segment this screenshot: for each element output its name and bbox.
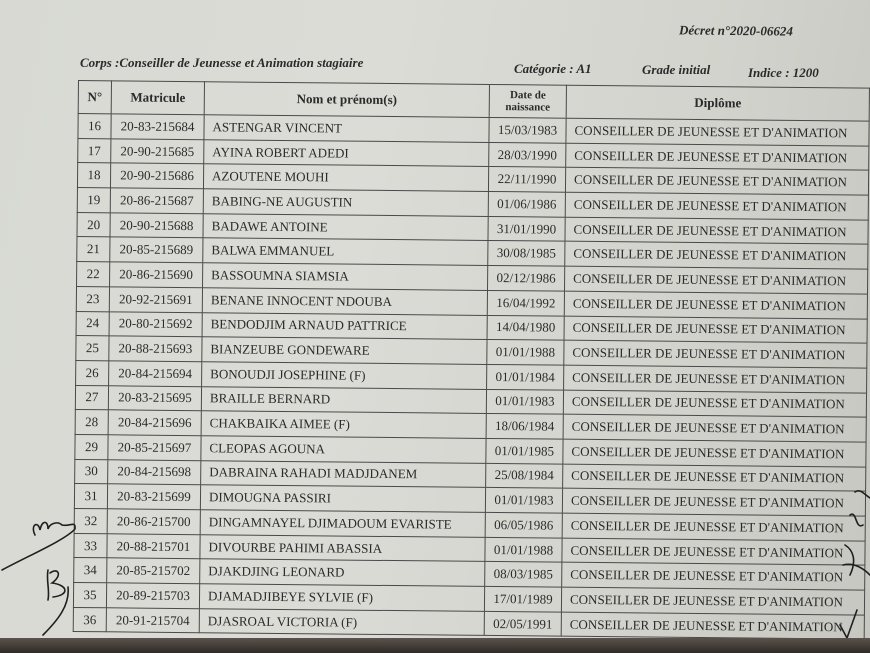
cell-diplome: CONSEILLER DE JEUNESSE ET D'ANIMATION xyxy=(561,587,864,615)
cell-no: 29 xyxy=(75,434,108,459)
cell-date: 16/04/1992 xyxy=(487,290,564,315)
cell-date: 25/08/1984 xyxy=(486,463,563,488)
cell-no: 32 xyxy=(74,508,107,533)
categorie-label: Catégorie : A1 xyxy=(514,61,592,76)
header-date xyxy=(489,84,566,118)
cell-no: 22 xyxy=(77,262,110,287)
cell-diplome: CONSEILLER DE JEUNESSE ET D'ANIMATION xyxy=(565,242,868,270)
cell-date: 01/06/1986 xyxy=(488,192,565,217)
corps-label: Corps :Conseiller de Jeunesse et Animation stagiaire xyxy=(80,55,364,70)
cell-date: 31/01/1990 xyxy=(488,216,565,241)
cell-matricule: 20-83-215695 xyxy=(108,385,201,411)
signature-left-bottom-icon xyxy=(38,565,98,640)
cell-nom: BRAILLE BERNARD xyxy=(201,386,486,413)
cell-diplome: CONSEILLER DE JEUNESSE ET D'ANIMATION xyxy=(563,439,866,467)
cell-no: 26 xyxy=(76,360,109,385)
cell-diplome: CONSEILLER DE JEUNESSE ET D'ANIMATION xyxy=(562,538,865,566)
cell-matricule: 20-85-215697 xyxy=(108,435,201,461)
cell-no: 18 xyxy=(77,163,110,188)
cell-nom: CHAKBAIKA AIMEE (F) xyxy=(201,411,486,438)
cell-nom: BABING-NE AUGUSTIN xyxy=(203,189,488,216)
cell-matricule: 20-86-215700 xyxy=(107,509,200,535)
cell-matricule: 20-80-215692 xyxy=(109,311,202,337)
cell-no: 21 xyxy=(77,237,110,262)
cell-nom: DJASROAL VICTORIA (F) xyxy=(199,608,484,635)
cell-date: 15/03/1983 xyxy=(489,117,566,142)
header-diplome: Diplôme xyxy=(566,85,869,121)
cell-matricule: 20-90-215685 xyxy=(111,139,204,165)
background-edge xyxy=(0,638,870,653)
cell-diplome: CONSEILLER DE JEUNESSE ET D'ANIMATION xyxy=(564,340,867,368)
header-no: N° xyxy=(78,81,111,114)
cell-matricule: 20-88-215693 xyxy=(109,336,202,362)
cell-nom: BENDODJIM ARNAUD PATTRICE xyxy=(202,312,487,339)
cell-no: 33 xyxy=(74,533,107,558)
cell-diplome: CONSEILLER DE JEUNESSE ET D'ANIMATION xyxy=(566,143,869,171)
cell-diplome: CONSEILLER DE JEUNESSE ET D'ANIMATION xyxy=(562,563,865,591)
cell-date: 01/01/1985 xyxy=(486,438,563,463)
cell-nom: BIANZEUBE GONDEWARE xyxy=(202,337,487,364)
cell-no: 31 xyxy=(74,484,107,509)
cell-no: 17 xyxy=(78,138,111,163)
cell-nom: DJAMADJIBEYE SYLVIE (F) xyxy=(199,584,484,611)
cell-date: 06/05/1986 xyxy=(485,512,562,537)
cell-diplome: CONSEILLER DE JEUNESSE ET D'ANIMATION xyxy=(565,192,868,220)
cell-date: 18/06/1984 xyxy=(486,414,563,439)
cell-diplome: CONSEILLER DE JEUNESSE ET D'ANIMATION xyxy=(564,316,867,344)
table-body xyxy=(73,114,869,640)
cell-date: 01/01/1988 xyxy=(487,340,564,365)
cell-matricule: 20-84-215698 xyxy=(108,459,201,485)
table-container xyxy=(73,80,870,640)
cell-no: 28 xyxy=(75,410,108,435)
cell-diplome: CONSEILLER DE JEUNESSE ET D'ANIMATION xyxy=(562,513,865,541)
signature-right-icon xyxy=(835,480,870,640)
cell-matricule: 20-84-215694 xyxy=(109,361,202,387)
cell-date: 01/01/1988 xyxy=(485,537,562,562)
cell-nom: DJAKDJING LEONARD xyxy=(200,559,485,586)
header-matricule: Matricule xyxy=(111,81,204,115)
cell-date: 01/01/1983 xyxy=(486,389,563,414)
cell-diplome: CONSEILLER DE JEUNESSE ET D'ANIMATION xyxy=(563,390,866,418)
cell-diplome: CONSEILLER DE JEUNESSE ET D'ANIMATION xyxy=(564,266,867,294)
cell-nom: AYINA ROBERT ADEDI xyxy=(204,139,489,166)
cell-nom: CLEOPAS AGOUNA xyxy=(201,436,486,463)
cell-no: 36 xyxy=(73,607,106,632)
cell-date: 17/01/1989 xyxy=(484,586,561,611)
cell-diplome: CONSEILLER DE JEUNESSE ET D'ANIMATION xyxy=(563,414,866,442)
cell-diplome: CONSEILLER DE JEUNESSE ET D'ANIMATION xyxy=(564,291,867,319)
cell-matricule: 20-88-215701 xyxy=(107,533,200,559)
cell-diplome: CONSEILLER DE JEUNESSE ET D'ANIMATION xyxy=(565,168,868,196)
cell-nom: DIVOURBE PAHIMI ABASSIA xyxy=(200,534,485,561)
cell-matricule: 20-86-215690 xyxy=(110,262,203,288)
cell-nom: DIMOUGNA PASSIRI xyxy=(200,485,485,512)
cell-diplome: CONSEILLER DE JEUNESSE ET D'ANIMATION xyxy=(566,118,869,146)
cell-date: 28/03/1990 xyxy=(489,142,566,167)
personnel-table xyxy=(73,80,870,640)
header-date-line2: naissance xyxy=(505,101,551,114)
cell-matricule: 20-84-215696 xyxy=(108,410,201,436)
cell-matricule: 20-91-215704 xyxy=(106,608,199,634)
decree-number: Décret n°2020-06624 xyxy=(678,22,793,39)
cell-nom: ASTENGAR VINCENT xyxy=(204,115,489,142)
cell-no: 30 xyxy=(75,459,108,484)
cell-nom: BENANE INNOCENT NDOUBA xyxy=(202,288,487,315)
cell-nom: BONOUDJI JOSEPHINE (F) xyxy=(202,362,487,389)
cell-no: 16 xyxy=(78,114,111,139)
cell-no: 23 xyxy=(76,286,109,311)
cell-date: 08/03/1985 xyxy=(485,562,562,587)
cell-matricule: 20-83-215699 xyxy=(107,484,200,510)
cell-no: 35 xyxy=(73,583,106,608)
cell-matricule: 20-86-215687 xyxy=(110,188,203,214)
cell-date: 14/04/1980 xyxy=(487,315,564,340)
grade-label: Grade initial xyxy=(642,62,711,77)
cell-nom: DINGAMNAYEL DJIMADOUM EVARISTE xyxy=(200,510,485,537)
cell-nom: DABRAINA RAHADI MADJDANEM xyxy=(201,460,486,487)
cell-diplome: CONSEILLER DE JEUNESSE ET D'ANIMATION xyxy=(564,365,867,393)
cell-matricule: 20-92-215691 xyxy=(109,287,202,313)
cell-no: 25 xyxy=(76,336,109,361)
indice-label: Indice : 1200 xyxy=(748,65,819,80)
cell-date: 02/12/1986 xyxy=(488,266,565,291)
cell-no: 27 xyxy=(75,385,108,410)
cell-matricule: 20-90-215686 xyxy=(110,163,203,189)
cell-no: 24 xyxy=(76,311,109,336)
cell-diplome: CONSEILLER DE JEUNESSE ET D'ANIMATION xyxy=(561,612,864,640)
cell-date: 01/01/1983 xyxy=(485,488,562,513)
cell-matricule: 20-85-215702 xyxy=(107,558,200,584)
cell-date: 02/05/1991 xyxy=(484,611,561,636)
cell-no: 20 xyxy=(77,212,110,237)
header-nom: Nom et prénom(s) xyxy=(204,82,489,118)
cell-date: 01/01/1984 xyxy=(487,364,564,389)
cell-no: 19 xyxy=(77,188,110,213)
cell-diplome: CONSEILLER DE JEUNESSE ET D'ANIMATION xyxy=(563,464,866,492)
cell-date: 22/11/1990 xyxy=(488,167,565,192)
cell-nom: BADAWE ANTOINE xyxy=(203,213,488,240)
cell-matricule: 20-89-215703 xyxy=(106,583,199,609)
cell-nom: BASSOUMNA SIAMSIA xyxy=(203,263,488,290)
header-date-line1: Date de xyxy=(509,89,546,102)
cell-diplome: CONSEILLER DE JEUNESSE ET D'ANIMATION xyxy=(565,217,868,245)
cell-date: 30/08/1985 xyxy=(488,241,565,266)
cell-no: 34 xyxy=(74,558,107,583)
cell-diplome: CONSEILLER DE JEUNESSE ET D'ANIMATION xyxy=(562,488,865,516)
cell-nom: AZOUTENE MOUHI xyxy=(203,164,488,191)
cell-matricule: 20-83-215684 xyxy=(111,114,204,140)
cell-matricule: 20-90-215688 xyxy=(110,213,203,239)
cell-nom: BALWA EMMANUEL xyxy=(203,238,488,265)
cell-matricule: 20-85-215689 xyxy=(110,237,203,263)
